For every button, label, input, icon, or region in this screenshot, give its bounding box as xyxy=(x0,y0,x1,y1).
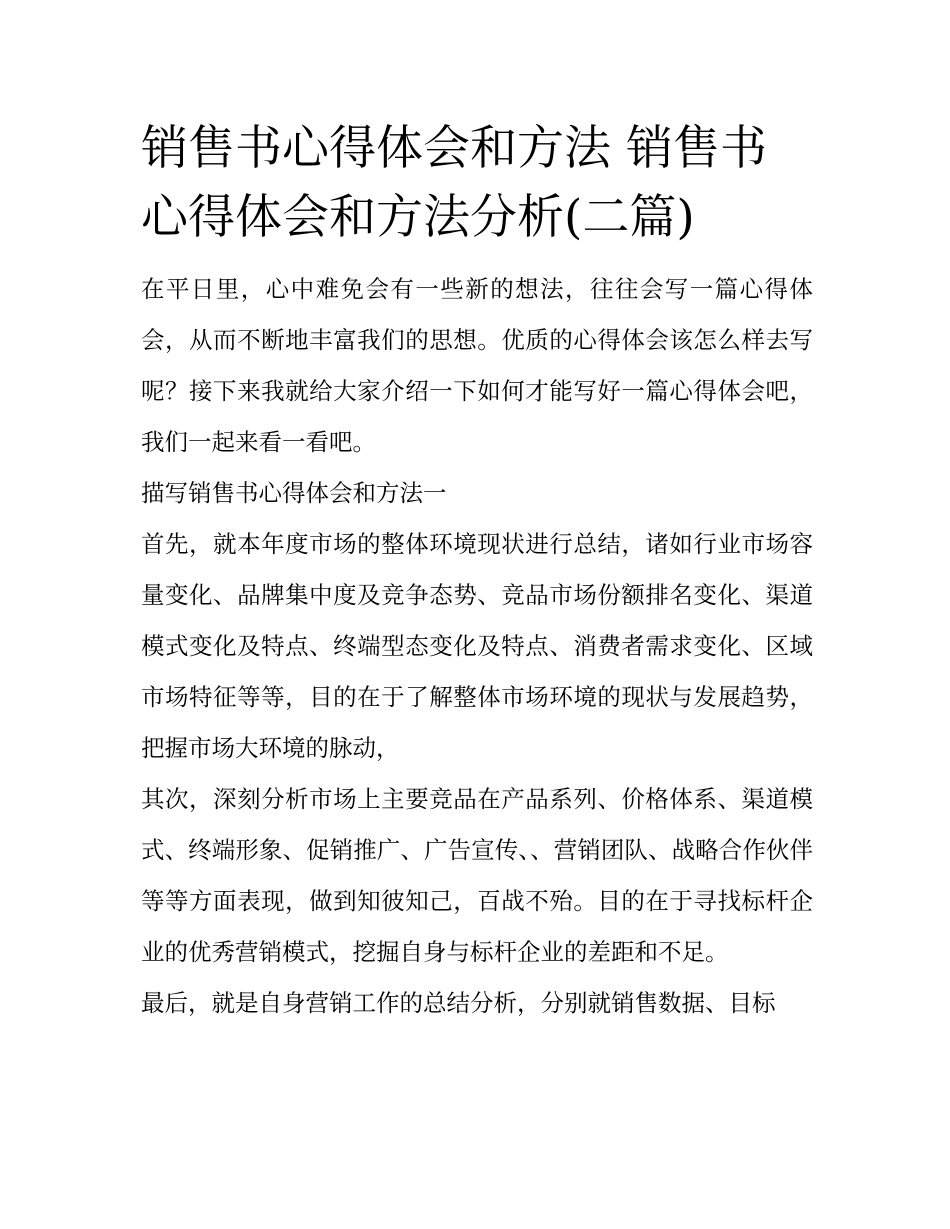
document-body xyxy=(141,114,813,1029)
body-paragraph-2: 其次，深刻分析市场上主要竞品在产品系列、价格体系、渠道模式、终端形象、促销推广、广告宣传、、营销团队、战略合作伙伴等等方面表现，做到知彼知己，百战不殆。目的在于寻找标杆企业的优秀营销模式，挖掘自身与标杆企业的差距和不足。 xyxy=(141,785,813,966)
intro-paragraph: 在平日里，心中难免会有一些新的想法，往往会写一篇心得体会，从而不断地丰富我们的思想。优质的心得体会该怎么样去写呢？接下来我就给大家介绍一下如何才能写好一篇心得体会吧，我们一起来看一看吧。 xyxy=(141,275,813,456)
body-paragraph-3: 最后，就是自身营销工作的总结分析，分别就销售数据、目标 xyxy=(141,989,776,1017)
document-title: 销售书心得体会和方法 销售书心得体会和方法分析(二篇) xyxy=(141,121,767,245)
section-heading: 描写销售书心得体会和方法一 xyxy=(141,479,447,507)
body-paragraph-1: 首先，就本年度市场的整体环境现状进行总结，诸如行业市场容量变化、品牌集中度及竞争态势、竞品市场份额排名变化、渠道模式变化及特点、终端型态变化及特点、消费者需求变化、区域市场特征等等，目的在于了解整体市场环境的现状与发展趋势，把握市场大环境的脉动， xyxy=(141,530,813,762)
